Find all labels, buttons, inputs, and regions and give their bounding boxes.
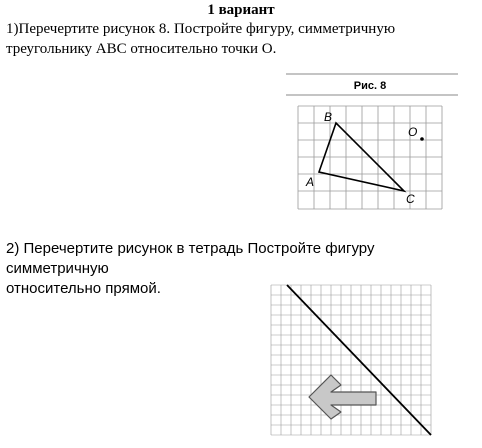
label-b: B bbox=[324, 110, 333, 124]
figure-2 bbox=[268, 282, 440, 438]
figure-8 bbox=[280, 70, 460, 215]
task-2-line-2: относительно прямой. bbox=[6, 280, 161, 297]
label-a: A bbox=[306, 175, 315, 189]
arrow-shape-icon bbox=[309, 375, 376, 419]
figure-caption: Рис. 8 bbox=[353, 80, 387, 92]
label-c: C bbox=[406, 192, 415, 206]
point-o bbox=[420, 137, 424, 141]
task-1-line-2: треугольнику ABC относительно точки O. bbox=[6, 41, 277, 57]
task-2-line-1: 2) Перечертите рисунок в тетрадь Постройте фигуру симметричную bbox=[6, 240, 375, 277]
symmetry-line bbox=[287, 285, 431, 435]
grid-2 bbox=[271, 285, 431, 435]
task-1-line-1: 1)Перечертите рисунок 8. Постройте фигуру, симметричную bbox=[6, 21, 396, 37]
label-o: O bbox=[408, 125, 418, 139]
task-1-text bbox=[6, 19, 476, 59]
variant-title: 1 вариант bbox=[207, 2, 275, 18]
